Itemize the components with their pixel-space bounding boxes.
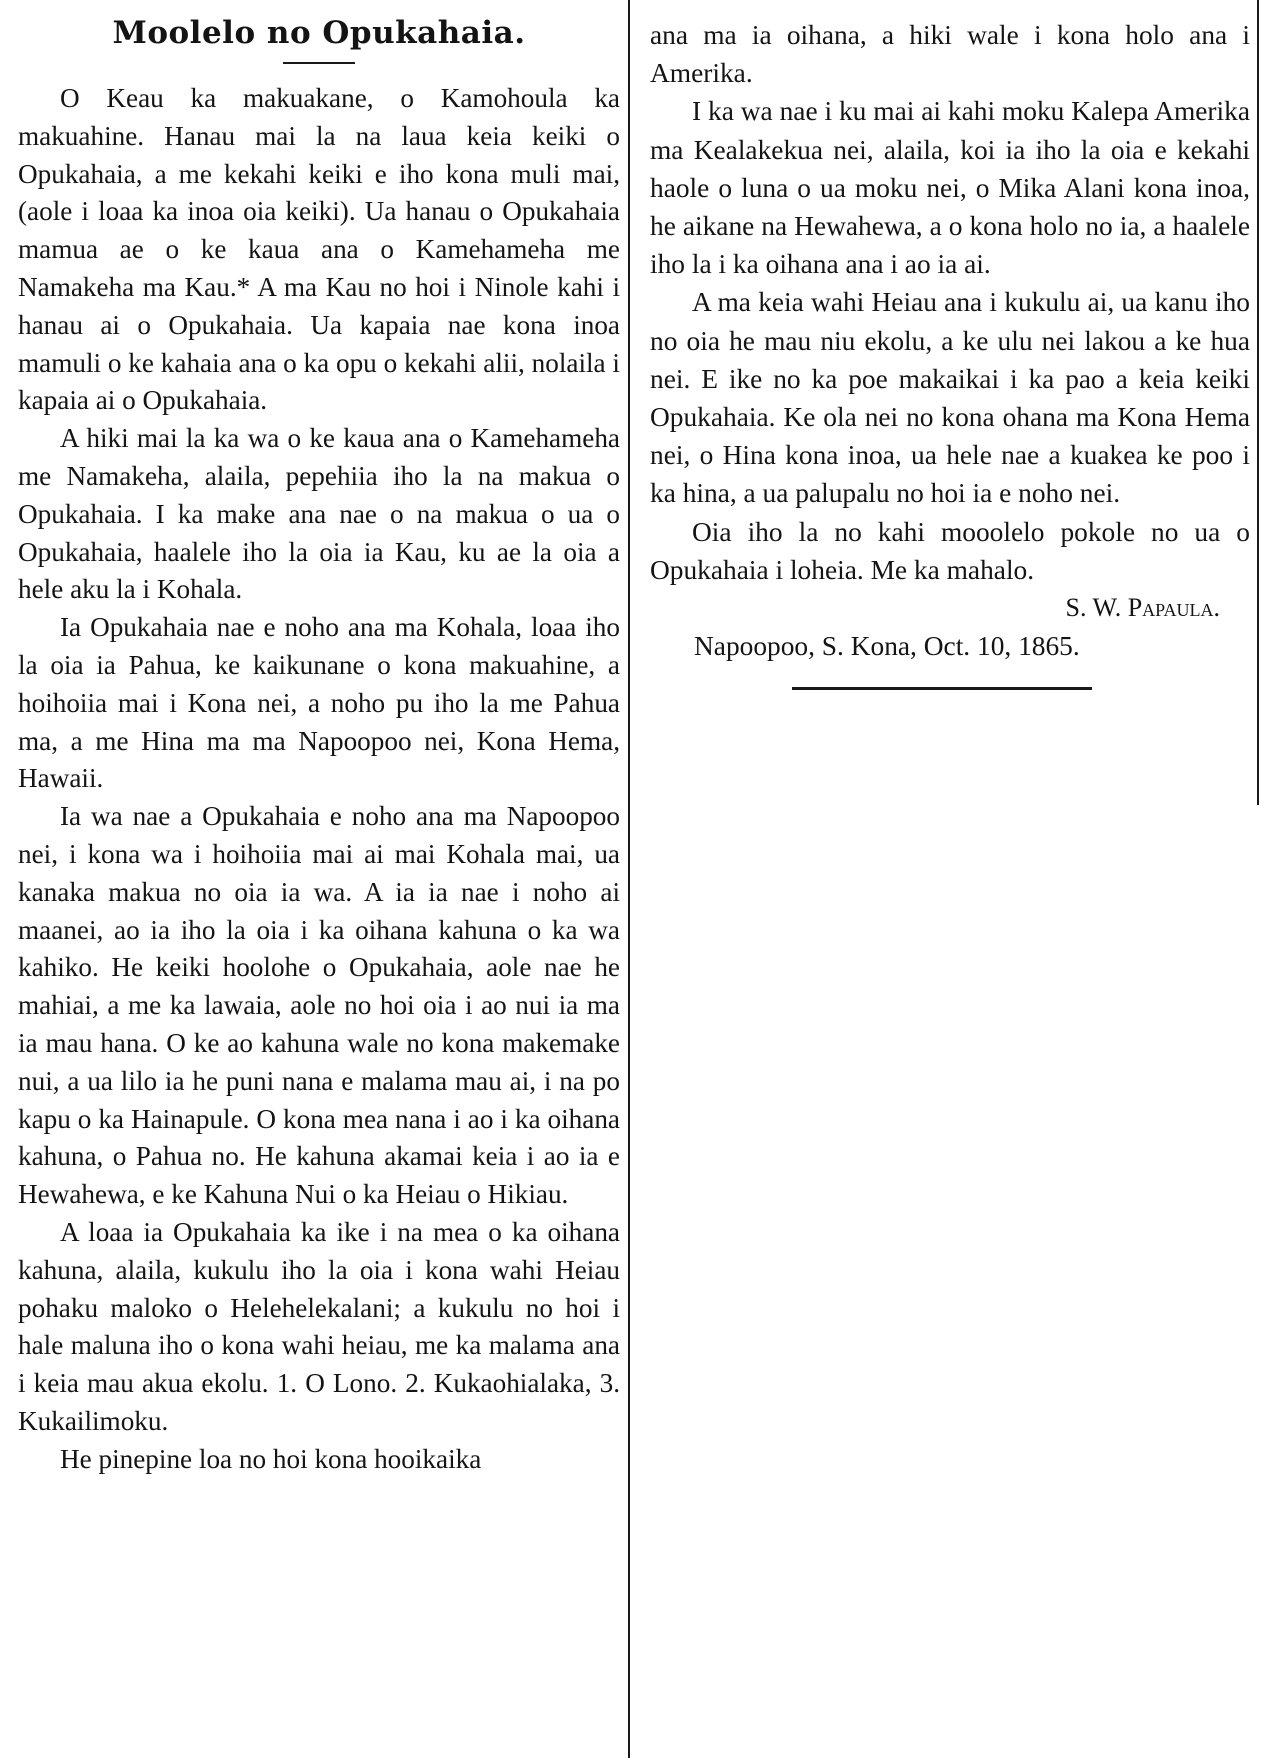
paragraph: Ia wa nae a Opukahaia e noho ana ma Napoopoo nei, i kona wa i hoihoiia mai ai mai Kohala mai, ua kanaka makua no oia ia wa. A ia ia nae i noho ai maanei, ao ia iho la oia i ka oihana kahuna o ka wa kahiko. He keiki hoolohe o Opukahaia, aole nae he mahiai, a me ka lawaia, aole no hoi oia i ao nui ia ma ia mau hana. O ke ao kahuna wale no kona makemake nui, a ua lilo ia he puni nana e malama mau ai, i na po kapu o ka Hainapule. O kona mea nana i ao i ka oihana kahuna, o Pahua no. He kahuna akamai keia i ao ia e Hewahewa, e ke Kahuna Nui o ka Heiau o Hikiau.	[18, 801, 620, 1210]
paragraph: He pinepine loa no hoi kona hooikaika	[60, 1443, 482, 1474]
paragraph: A ma keia wahi Heiau ana i kukulu ai, ua kanu iho no oia he mau niu ekolu, a ke ulu nei lakou a ke hua nei. E ike no ka poe makaikai i ka pao a keia keiki Opukahaia. Ke ola nei no kona ohana ma Kona Hema nei, o Hina kona inoa, ua hele nae a kuakea ke poo i ka hina, a ua palupalu no hoi ia e noho nei.	[650, 287, 1250, 509]
paragraph: O Keau ka makuakane, o Kamohoula ka makuahine. Hanau mai la na laua keia keiki o Opukahaia, a me kekahi keiki e iho kona muli mai, (aole i loaa ka inoa oia keiki). Ua hanau o Opukahaia mamua ae o ke kaua ana o Kamehameha me Namakeha ma Kau.* A ma Kau no hoi i Ninole kahi i hanau ai o Opukahaia. Ua kapaia nae kona inoa mamuli o ke kahaia ana o ka opu o kekahi alii, nolaila i kapaia ai o Opukahaia.	[18, 83, 620, 416]
paragraph: I ka wa nae i ku mai ai kahi moku Kalepa Amerika ma Kealakekua nei, alaila, koi ia iho la oia e kekahi haole o luna o ua moku nei, o Mika Alani kona inoa, he aikane na Hewahewa, a o kona holo no ia, a haalele iho la i ka oihana ana i ao ia ai.	[650, 96, 1250, 280]
author-signature: S. W. Papaula.	[1065, 593, 1220, 623]
article-column-right	[650, 0, 1250, 690]
paragraph: Ia Opukahaia nae e noho ana ma Kohala, loaa iho la oia ia Pahua, ke kaikunane o kona makuahine, a hoihoiia mai i Kona nei, a noho pu iho la me Pahua ma, a me Hina ma ma Napoopoo nei, Kona Hema, Hawaii.	[18, 612, 620, 794]
article-end-rule	[792, 687, 1092, 690]
right-border-rule	[1257, 0, 1259, 805]
title-underline-rule	[283, 62, 355, 64]
article-title: Moolelo no Opukahaia.	[112, 15, 526, 51]
paragraph: A loaa ia Opukahaia ka ike i na mea o ka oihana kahuna, alaila, kukulu iho la oia i kona wahi Heiau pohaku maloko o Helehelekalani; a kukulu no hoi i hale maluna iho o kona wahi heiau, me ka malama ana i keia mau akua ekolu. 1. O Lono. 2. Kukaohialaka, 3. Kukailimoku.	[18, 1216, 620, 1436]
paragraph: Oia iho la no kahi mooolelo pokole no ua o Opukahaia i loheia. Me ka mahalo.	[650, 516, 1250, 585]
paragraph: A hiki mai la ka wa o ke kaua ana o Kamehameha me Namakeha, alaila, pepehiia iho la na makua o Opukahaia. I ka make ana nae o na makua o ua o Opukahaia, haalele iho la oia ia Kau, ku ae la oia a hele aku la i Kohala.	[18, 423, 620, 605]
paragraph: ana ma ia oihana, a hiki wale i kona holo ana i Amerika.	[650, 20, 1250, 89]
column-divider	[628, 0, 630, 1758]
dateline: Napoopoo, S. Kona, Oct. 10, 1865.	[694, 631, 1080, 662]
article-column-left	[18, 0, 620, 1478]
